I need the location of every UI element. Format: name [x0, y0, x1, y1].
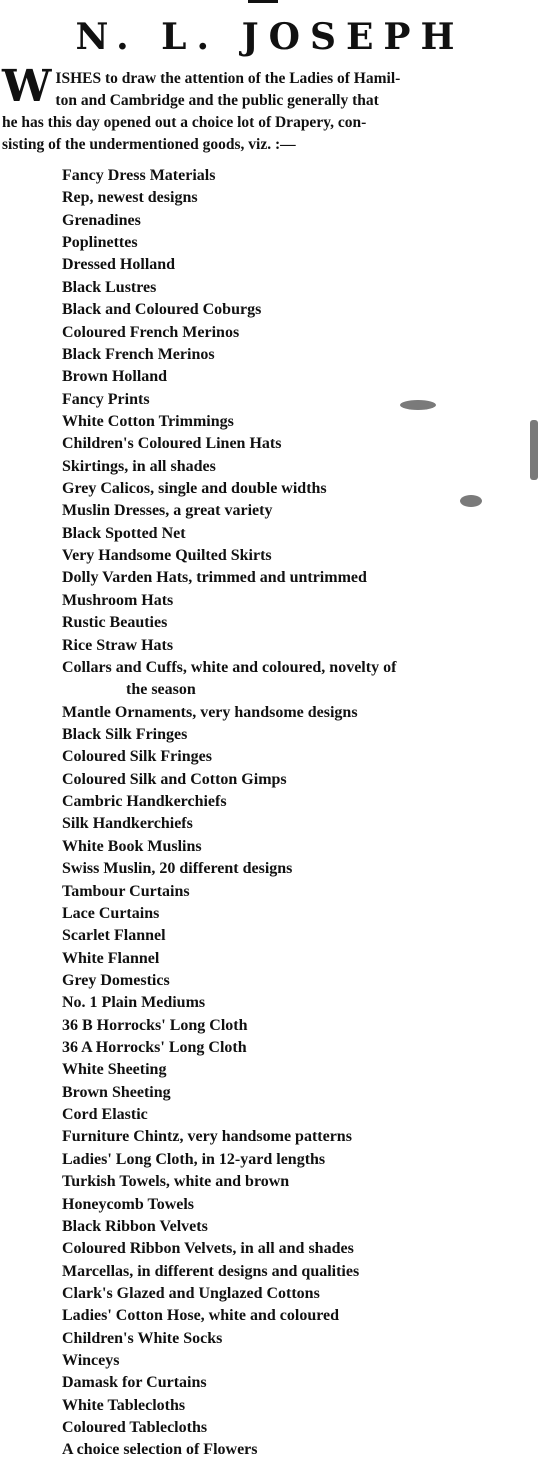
goods-item: White Book Muslins [62, 837, 202, 855]
goods-item: Muslin Dresses, a great variety [62, 502, 273, 520]
goods-item: Mantle Ornaments, very handsome designs [62, 703, 358, 721]
goods-item: Ladies' Long Cloth, in 12-yard lengths [62, 1150, 326, 1168]
goods-item: Rice Straw Hats [62, 636, 174, 654]
goods-item: Winceys [62, 1352, 120, 1370]
goods-item: Cord Elastic [62, 1106, 148, 1124]
goods-item: Coloured Tablecloths [62, 1419, 208, 1437]
goods-item: White Sheeting [62, 1061, 167, 1079]
goods-item: Grenadines [62, 211, 141, 229]
goods-item: Coloured Silk and Cotton Gimps [62, 770, 287, 788]
goods-item: Collars and Cuffs, white and coloured, novelty of [62, 658, 397, 676]
goods-item: Grey Domestics [62, 971, 170, 989]
goods-item: Lace Curtains [62, 904, 160, 922]
goods-item: Skirtings, in all shades [62, 457, 216, 475]
goods-item: Tambour Curtains [62, 882, 190, 900]
intro-line-3: he has this day opened out a choice lot of Drapery, con- [2, 114, 367, 131]
ink-smudge [400, 400, 436, 410]
goods-item: Black and Coloured Coburgs [62, 301, 262, 319]
goods-item: Children's White Socks [62, 1329, 223, 1347]
goods-item: Black French Merinos [62, 345, 215, 363]
goods-item: Cambric Handkerchiefs [62, 793, 227, 811]
ink-smudge [530, 420, 538, 480]
goods-item: Fancy Prints [62, 390, 150, 408]
goods-item: Mushroom Hats [62, 591, 174, 609]
goods-item: Dressed Holland [62, 256, 176, 274]
goods-item: Swiss Muslin, 20 different designs [62, 860, 293, 878]
top-rule [248, 0, 278, 3]
drop-cap: W [2, 61, 52, 112]
ink-smudge [460, 495, 482, 507]
goods-item: Dolly Varden Hats, trimmed and untrimmed [62, 569, 367, 587]
goods-item: Children's Coloured Linen Hats [62, 435, 282, 453]
goods-item: White Flannel [62, 949, 160, 967]
goods-item: Grey Calicos, single and double widths [62, 480, 327, 498]
intro-paragraph [2, 61, 550, 156]
goods-item: Black Spotted Net [62, 524, 186, 542]
goods-item: 36 A Horrocks' Long Cloth [62, 1039, 247, 1057]
advertiser-name: N. L. JOSEPH [75, 16, 465, 58]
goods-item: Coloured Ribbon Velvets, in all and shades [62, 1240, 354, 1258]
goods-item: Coloured French Merinos [62, 323, 240, 341]
goods-item: Very Handsome Quilted Skirts [62, 547, 272, 565]
goods-item: Brown Holland [62, 368, 168, 386]
goods-item: Clark's Glazed and Unglazed Cottons [62, 1284, 320, 1302]
goods-item: Furniture Chintz, very handsome patterns [62, 1128, 352, 1146]
intro-line-4: sisting of the undermentioned goods, viz. :— [2, 136, 296, 153]
goods-item: Rustic Beauties [62, 614, 168, 632]
goods-item-continuation: the season [126, 681, 196, 699]
intro-line-2: ton and Cambridge and the public generally that [55, 92, 379, 109]
goods-item: Black Ribbon Velvets [62, 1217, 208, 1235]
goods-item: Damask for Curtains [62, 1374, 207, 1392]
goods-item: Honeycomb Towels [62, 1195, 195, 1213]
goods-item: Coloured Silk Fringes [62, 748, 212, 766]
goods-item: Rep, newest designs [62, 189, 198, 207]
goods-item: White Tablecloths [62, 1396, 186, 1414]
goods-item: 36 B Horrocks' Long Cloth [62, 1016, 248, 1034]
goods-item: Ladies' Cotton Hose, white and coloured [62, 1307, 340, 1325]
goods-item: White Cotton Trimmings [62, 412, 234, 430]
intro-line-1: ISHES to draw the attention of the Ladies of Hamil- [55, 70, 401, 87]
goods-item: A choice selection of Flowers [62, 1441, 258, 1459]
goods-item: Turkish Towels, white and brown [62, 1173, 290, 1191]
goods-item: Silk Handkerchiefs [62, 815, 193, 833]
goods-item: Fancy Dress Materials [62, 167, 216, 184]
goods-item: Black Lustres [62, 278, 157, 296]
goods-item: Scarlet Flannel [62, 927, 166, 945]
goods-item: No. 1 Plain Mediums [62, 994, 206, 1012]
goods-item: Marcellas, in different designs and qualities [62, 1262, 360, 1280]
goods-list [62, 165, 550, 1462]
goods-item: Brown Sheeting [62, 1083, 171, 1101]
goods-item: Poplinettes [62, 234, 138, 252]
goods-item: Black Silk Fringes [62, 725, 188, 743]
